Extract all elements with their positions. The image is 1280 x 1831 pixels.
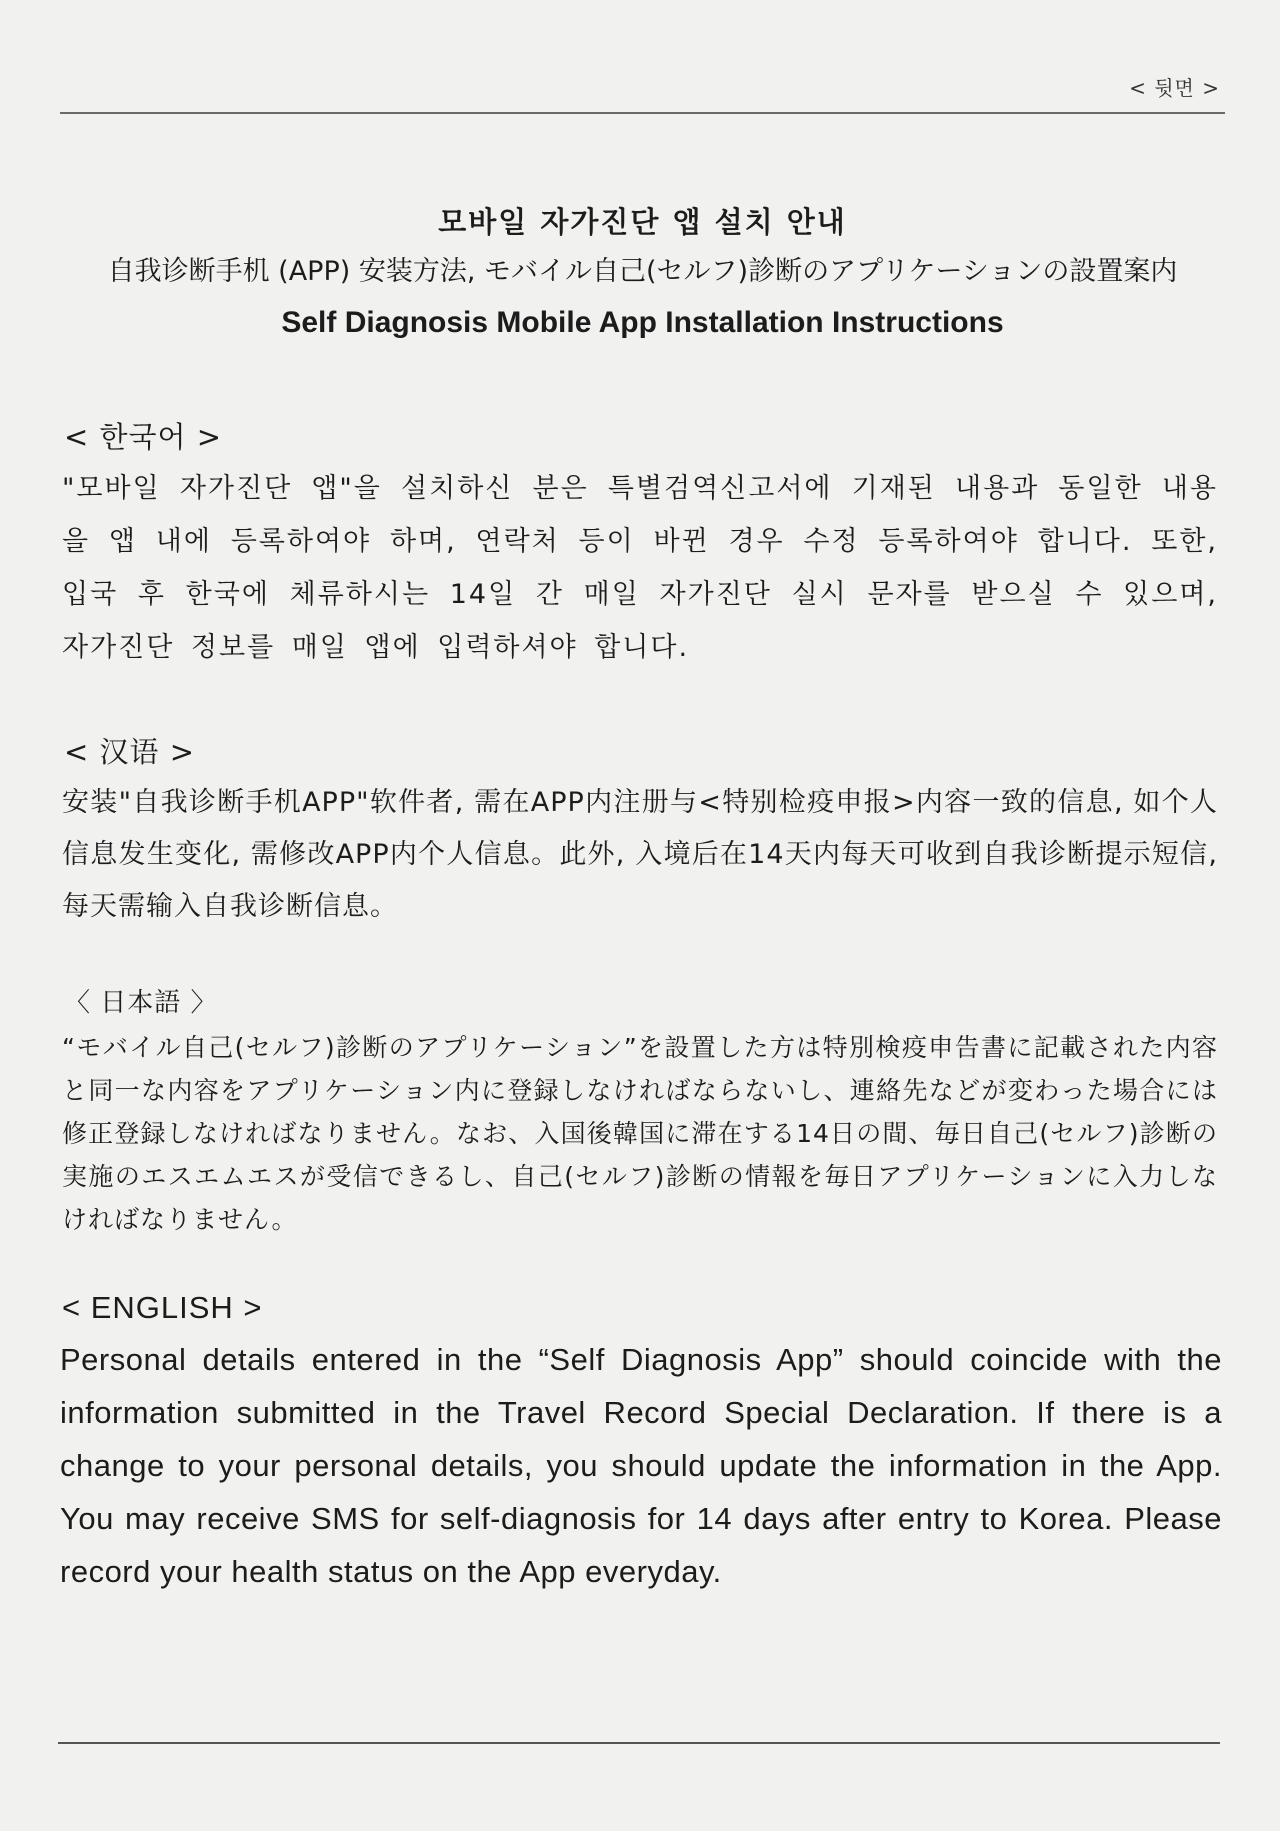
- section-heading-chinese: < 汉语 >: [64, 735, 196, 769]
- title-korean: 모바일 자가진단 앱 설치 안내: [438, 205, 847, 239]
- section-body-english: Personal details entered in the “Self Diagnosis App” should coincide with the information submitted in the Travel Record Special Declaration. If there is a change to your personal details, you should update the information in the App. You may receive SMS for self-diagnosis for 14 days after entry to Korea. Please record your health status on the App everyday.: [60, 1342, 1222, 1589]
- title-english: Self Diagnosis Mobile App Installation Instructions: [281, 306, 1004, 339]
- section-heading-japanese: 〈 日本語 〉: [64, 988, 218, 1018]
- section-english: [60, 1285, 1222, 1598]
- footer-divider: [58, 1742, 1220, 1744]
- header-divider: [60, 112, 1225, 114]
- section-body-japanese: “モバイル自己(セルフ)診断のアプリケーション”を設置した方は特別検疫申告書に記載された内容と同一な内容をアプリケーション内に登録しなければならないし、連絡先などが変わった場合には修正登録しなければなりません。なお、入国後韓国に滞在する14日の間、毎日自己(セルフ)診断の実施のエスエムエスが受信できるし、自己(セルフ)診断の情報を毎日アプリケーションに入力しなければなりません。: [62, 1033, 1218, 1234]
- section-korean: [62, 414, 1218, 674]
- page-side-label: < 뒷면 >: [1129, 76, 1220, 100]
- title-chinese-japanese: 自我诊断手机 (APP) 安装方法, モバイル自己(セルフ)診断のアプリケーションの設置案内: [107, 256, 1178, 287]
- title-block: [60, 198, 1225, 348]
- section-heading-korean: < 한국어 >: [64, 420, 223, 454]
- section-japanese: [62, 982, 1218, 1241]
- section-body-korean: "모바일 자가진단 앱"을 설치하신 분은 특별검역신고서에 기재된 내용과 동일한 내용을 앱 내에 등록하여야 하며, 연락처 등이 바뀐 경우 수정 등록하여야 합니다. 또한, 입국 후 한국에 체류하시는 14일 간 매일 자가진단 실시 문자를 받으실 수 있으며, 자가진단 정보를 매일 앱에 입력하셔야 합니다.: [62, 473, 1218, 663]
- section-heading-english: < ENGLISH >: [62, 1290, 263, 1325]
- section-body-chinese: 安装"自我诊断手机APP"软件者, 需在APP内注册与<特别检疫申报>内容一致的信息, 如个人信息发生变化, 需修改APP内个人信息。此外, 入境后在14天内每天可收到自我诊断提示短信, 每天需输入自我诊断信息。: [62, 787, 1218, 922]
- section-chinese: [62, 729, 1218, 933]
